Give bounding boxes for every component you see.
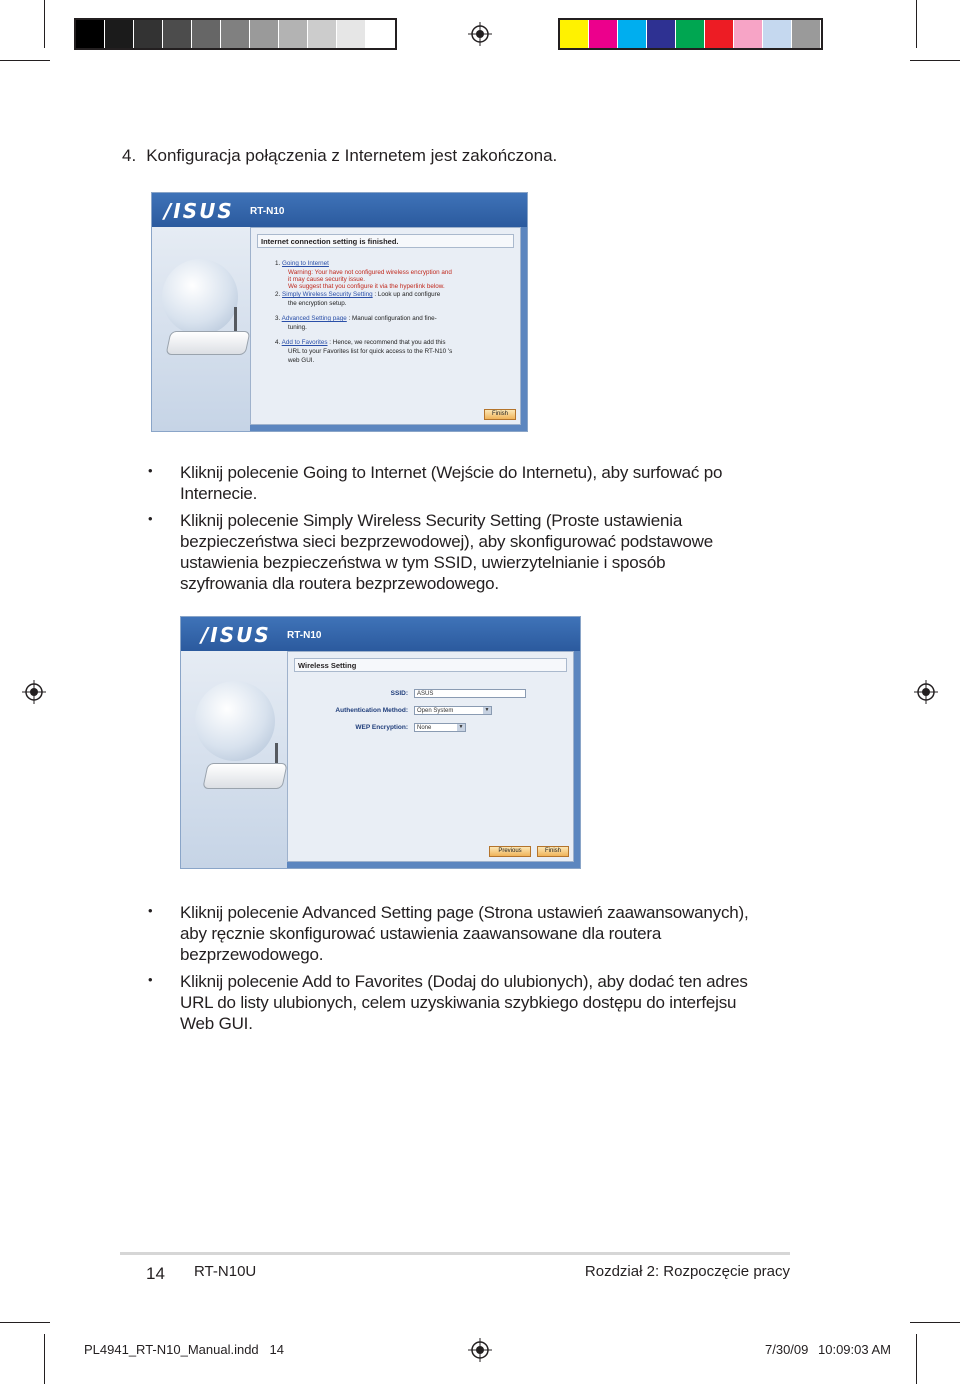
bullet-going-to-internet: Kliknij polecenie Going to Internet (Wejście do Internetu), aby surfować po Internecie. xyxy=(180,463,723,503)
wep-encryption-select[interactable] xyxy=(414,723,466,732)
globe-icon xyxy=(195,681,275,761)
registration-target-icon xyxy=(22,680,46,704)
content-panel xyxy=(287,651,574,862)
model-label: RT-N10 xyxy=(287,630,322,641)
color-swatch xyxy=(308,20,337,48)
ssid-input[interactable]: ASUS xyxy=(414,689,526,698)
content-panel xyxy=(250,227,521,425)
selected-value: None xyxy=(417,725,432,731)
color-swatch xyxy=(134,20,163,48)
slug-filename: PL4941_RT-N10_Manual.indd 14 xyxy=(84,1342,284,1357)
item-description: URL to your Favorites list for quick access to the RT-N10 's xyxy=(288,348,453,355)
color-swatch xyxy=(734,20,763,48)
bullet-icon: • xyxy=(148,903,153,918)
bullet-advanced-setting: Kliknij polecenie Advanced Setting page (Strona ustawień zaawansowanych), aby ręcznie skonfigurować ustawienia zaawansowane dla routera bezprzewodowego. xyxy=(180,903,749,964)
color-swatch xyxy=(221,20,250,48)
add-to-favorites-link[interactable]: Add to Favorites xyxy=(281,339,328,346)
sidebar-illustration xyxy=(152,227,250,431)
color-swatch xyxy=(192,20,221,48)
warning-text: it may cause security issue. xyxy=(288,276,365,283)
authentication-method-label: Authentication Method: xyxy=(335,707,408,714)
color-swatch xyxy=(337,20,366,48)
color-swatch xyxy=(647,20,676,48)
step-heading xyxy=(122,146,557,166)
bullet-simply-wireless-security: Kliknij polecenie Simply Wireless Security Setting (Proste ustawienia bezpieczeństwa sieci bezprzewodowej), aby skonfigurować podstawowe ustawienia bezpieczeństwa w tym SSID, uwierzytelnianie i sposób szyfrowania dla routera bezprzewodowego. xyxy=(180,511,713,593)
chevron-down-icon: ▼ xyxy=(458,724,464,730)
screenshot-connection-finished xyxy=(151,192,528,432)
router-icon xyxy=(202,763,288,789)
slug-date: 7/30/09 xyxy=(765,1342,809,1357)
color-swatch xyxy=(279,20,308,48)
item-description: : Manual configuration and fine- xyxy=(348,315,437,322)
item-description: web GUI. xyxy=(288,357,315,364)
item-description: the encryption setup. xyxy=(288,300,347,307)
asus-logo: /ISUS xyxy=(201,623,271,647)
step-text: Konfiguracja połączenia z Internetem jest zakończona. xyxy=(146,146,558,165)
crop-mark xyxy=(44,1334,45,1384)
item-number: 2. xyxy=(275,291,281,298)
screenshot-wireless-setting xyxy=(180,616,581,869)
color-swatch xyxy=(76,20,105,48)
crop-mark xyxy=(910,1322,960,1323)
asus-logo: /ISUS xyxy=(164,199,234,223)
color-swatch xyxy=(763,20,792,48)
crop-mark xyxy=(0,1322,50,1323)
crop-mark xyxy=(916,0,917,48)
advanced-setting-link[interactable]: Advanced Setting page xyxy=(281,315,347,322)
finish-button[interactable]: Finish xyxy=(484,409,516,420)
crop-mark xyxy=(916,1334,917,1384)
bullet-icon: • xyxy=(148,463,153,478)
registration-target-icon xyxy=(468,22,492,46)
bullet-icon: • xyxy=(148,972,153,987)
simply-wireless-security-link[interactable]: Simply Wireless Security Setting xyxy=(282,291,373,298)
color-swatch xyxy=(560,20,589,48)
footer-chapter: Rozdział 2: Rozpoczęcie pracy xyxy=(584,1263,790,1280)
suggestion-text: We suggest that you configure it via the hyperlink below. xyxy=(288,283,445,290)
bullet-add-to-favorites: Kliknij polecenie Add to Favorites (Dodaj do ulubionych), aby dodać ten adres URL do listy ulubionych, celem uzyskiwania szybkiego dostępu do interfejsu Web GUI. xyxy=(180,972,748,1033)
footer-model: RT-N10U xyxy=(194,1263,257,1280)
bullet-icon: • xyxy=(148,511,153,526)
finish-button[interactable]: Finish xyxy=(537,846,569,857)
footer-rule xyxy=(120,1252,790,1255)
page-number: 14 xyxy=(146,1264,165,1283)
registration-target-icon xyxy=(914,680,938,704)
going-to-internet-link[interactable]: Going to Internet xyxy=(282,260,329,267)
step-number: 4. xyxy=(122,146,137,165)
crop-mark xyxy=(0,60,50,61)
chevron-down-icon: ▼ xyxy=(484,707,490,713)
registration-target-icon xyxy=(468,1338,492,1362)
ssid-label: SSID: xyxy=(390,690,408,697)
model-label: RT-N10 xyxy=(250,206,285,217)
color-swatch xyxy=(105,20,134,48)
selected-value: Open System xyxy=(417,708,454,714)
color-swatch xyxy=(705,20,734,48)
item-number: 3. xyxy=(275,315,281,322)
item-description: tuning. xyxy=(288,324,307,331)
slug-time: 10:09:03 AM xyxy=(818,1342,891,1357)
color-swatch xyxy=(792,20,821,48)
previous-button[interactable]: Previous xyxy=(489,846,531,857)
grayscale-color-bar xyxy=(74,18,397,50)
panel-title: Wireless Setting xyxy=(294,658,567,672)
crop-mark xyxy=(910,60,960,61)
globe-icon xyxy=(162,259,238,335)
crop-mark xyxy=(44,0,45,48)
process-color-bar xyxy=(558,18,823,50)
color-swatch xyxy=(163,20,192,48)
color-swatch xyxy=(589,20,618,48)
sidebar-illustration xyxy=(181,651,287,868)
authentication-method-select[interactable] xyxy=(414,706,492,715)
wep-encryption-label: WEP Encryption: xyxy=(355,724,408,731)
item-number: 4. xyxy=(275,339,281,346)
finish-item-list xyxy=(275,260,515,370)
color-swatch xyxy=(618,20,647,48)
warning-text: Warning: Your have not configured wireless encryption and xyxy=(288,269,452,276)
item-description: : Look up and configure xyxy=(374,291,441,298)
item-number: 1. xyxy=(275,260,281,267)
color-swatch xyxy=(676,20,705,48)
color-swatch xyxy=(250,20,279,48)
color-swatch xyxy=(366,20,395,48)
item-description: : Hence, we recommend that you add this xyxy=(329,339,446,346)
panel-title: Internet connection setting is finished. xyxy=(257,234,514,248)
router-icon xyxy=(165,331,250,355)
